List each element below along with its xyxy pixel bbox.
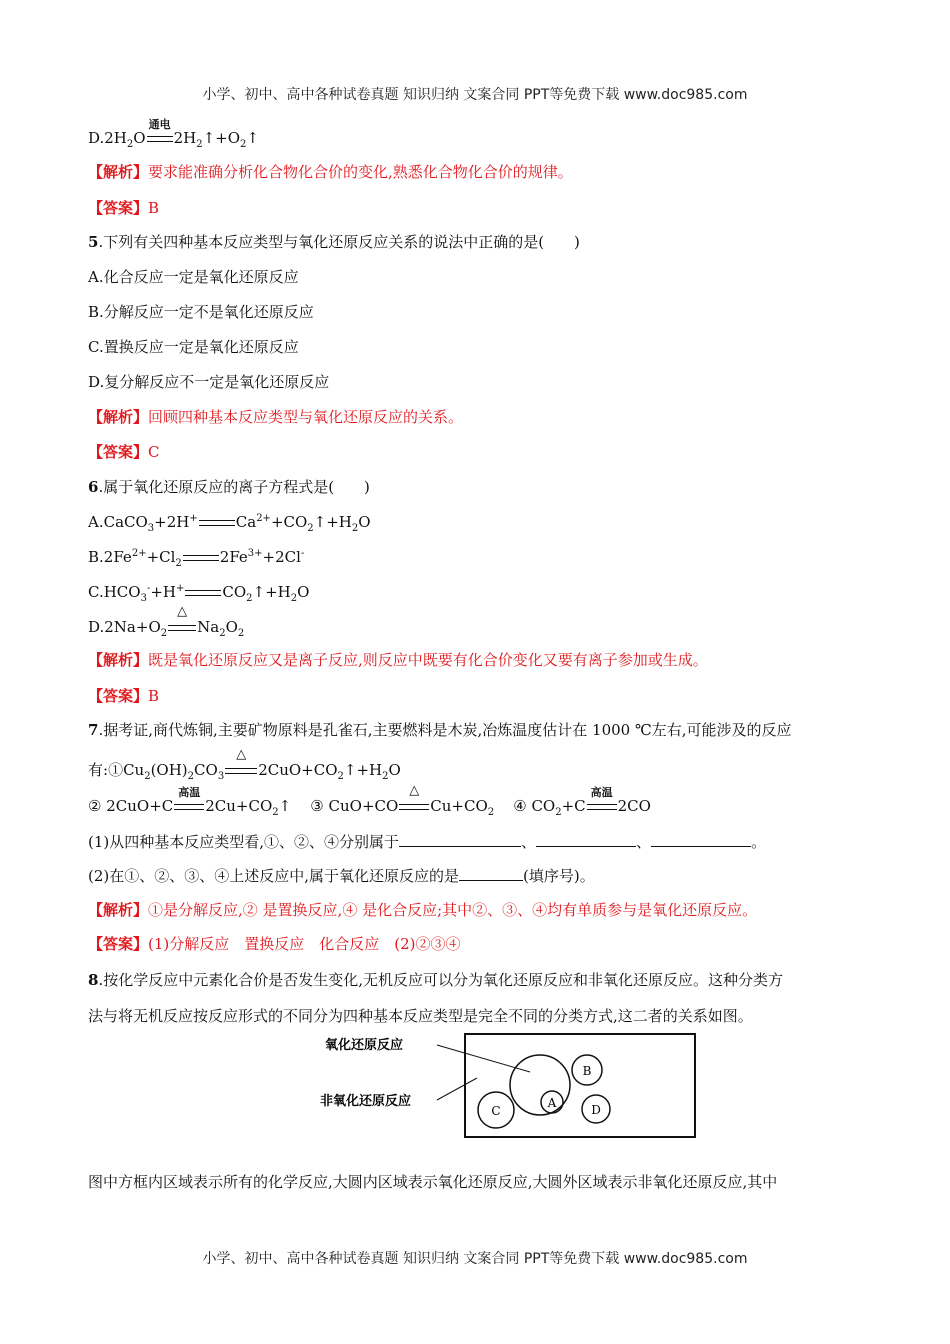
answer-blank[interactable] — [651, 832, 751, 847]
q5-analysis: 【解析】回顾四种基本反应类型与氧化还原反应的关系。 — [88, 408, 464, 426]
q5-stem: 5.下列有关四种基本反应类型与氧化还原反应关系的说法中正确的是( ) — [88, 233, 580, 251]
reaction-classification-diagram — [320, 1030, 700, 1140]
q5-option-b: B.分解反应一定不是氧化还原反应 — [88, 303, 314, 321]
q6-answer: 【答案】B — [88, 687, 160, 705]
label-b: B — [582, 1064, 592, 1078]
q6-stem: 6.属于氧化还原反应的离子方程式是( ) — [88, 478, 370, 496]
all-reactions-box — [465, 1034, 695, 1137]
label-d: D — [591, 1103, 601, 1117]
answer-blank[interactable] — [399, 832, 521, 847]
q7-stem: 7.据考证,商代炼铜,主要矿物原料是孔雀石,主要燃料是木炭,冶炼温度估计在 1000 ℃左右,可能涉及的反应 — [88, 721, 792, 739]
answer-blank[interactable] — [536, 832, 636, 847]
pointer-nonredox — [437, 1078, 477, 1100]
q7-sub-question-2: (2)在①、②、③、④上述反应中,属于氧化还原反应的是 (填序号)。 — [88, 867, 595, 885]
page-header: 小学、初中、高中各种试卷真题 知识归纳 文案合同 PPT等免费下载 www.doc985.com — [202, 87, 748, 103]
q5-answer: 【答案】C — [88, 443, 160, 461]
q7-analysis: 【解析】①是分解反应,② 是置换反应,④ 是化合反应;其中②、③、④均有单质参与是氧化还原反应。 — [88, 901, 758, 919]
q5-option-d: D.复分解反应不一定是氧化还原反应 — [88, 373, 330, 391]
q7-answer: 【答案】(1)分解反应 置换反应 化合反应 (2)②③④ — [88, 935, 461, 953]
q8-tail: 图中方框内区域表示所有的化学反应,大圆内区域表示氧化还原反应,大圆外区域表示非氧化还原反应,其中 — [88, 1173, 778, 1191]
q4-answer: 【答案】B — [88, 199, 160, 217]
q7-reaction-1: 有$:①Cu_2(OH)_2CO_3$ △ $2CuO+CO_2↑+H_2O$ — [88, 747, 401, 782]
q7-sub-question-1: (1)从四种基本反应类型看,①、②、④分别属于 、 、 。 — [88, 833, 767, 851]
label-c: C — [491, 1104, 501, 1118]
redox-circle — [510, 1055, 570, 1115]
label-redox: 氧化还原反应 — [325, 1038, 404, 1053]
q8-stem-2: 法与将无机反应按反应形式的不同分为四种基本反应类型是完全不同的分类方式,这二者的关系如图。 — [88, 1007, 753, 1025]
label-nonredox: 非氧化还原反应 — [320, 1094, 412, 1109]
q6-analysis: 【解析】既是氧化还原反应又是离子反应,则反应中既要有化合价变化又要有离子参加或生成。 — [88, 651, 708, 669]
pointer-redox — [437, 1045, 530, 1072]
page-footer: 小学、初中、高中各种试卷真题 知识归纳 文案合同 PPT等免费下载 www.doc985.com — [202, 1251, 748, 1267]
q6-option-c: $C.HCO_3^-+H^+$ $CO_2↑+H_2O$ — [88, 583, 310, 604]
answer-blank[interactable] — [459, 866, 523, 881]
q5-option-a: A.化合反应一定是氧化还原反应 — [88, 268, 299, 286]
q4-analysis: 【解析】要求能准确分析化合物化合价的变化,熟悉化合物化合价的规律。 — [88, 163, 573, 181]
q8-stem: 8.按化学反应中元素化合价是否发生变化,无机反应可以分为氧化还原反应和非氧化还原反应。这种分类方 — [88, 971, 783, 989]
q4-option-d: $D.2H_2O$ 通电 $2H_2↑+O_2↑$ — [88, 118, 259, 150]
q7-reactions-2-4: ② 2CuO+C 高温 $2Cu+CO_2↑$ ③ CuO+CO △ $Cu+CO_2$ ④ $CO_2+C$ 高温 2CO — [88, 783, 651, 818]
q6-option-b: $B.2Fe^{2+}+Cl_2$ $2Fe^{3+}+2Cl^-$ — [88, 548, 305, 569]
q6-option-a: A.CaCO$_3$+2H+ $Ca^{2+}+CO_2↑+H_2O$ — [88, 513, 371, 534]
q5-option-c: C.置换反应一定是氧化还原反应 — [88, 338, 299, 356]
label-a: A — [547, 1096, 557, 1110]
q6-option-d: $D.2Na+O_2$ △ $Na_2O_2$ — [88, 604, 245, 639]
